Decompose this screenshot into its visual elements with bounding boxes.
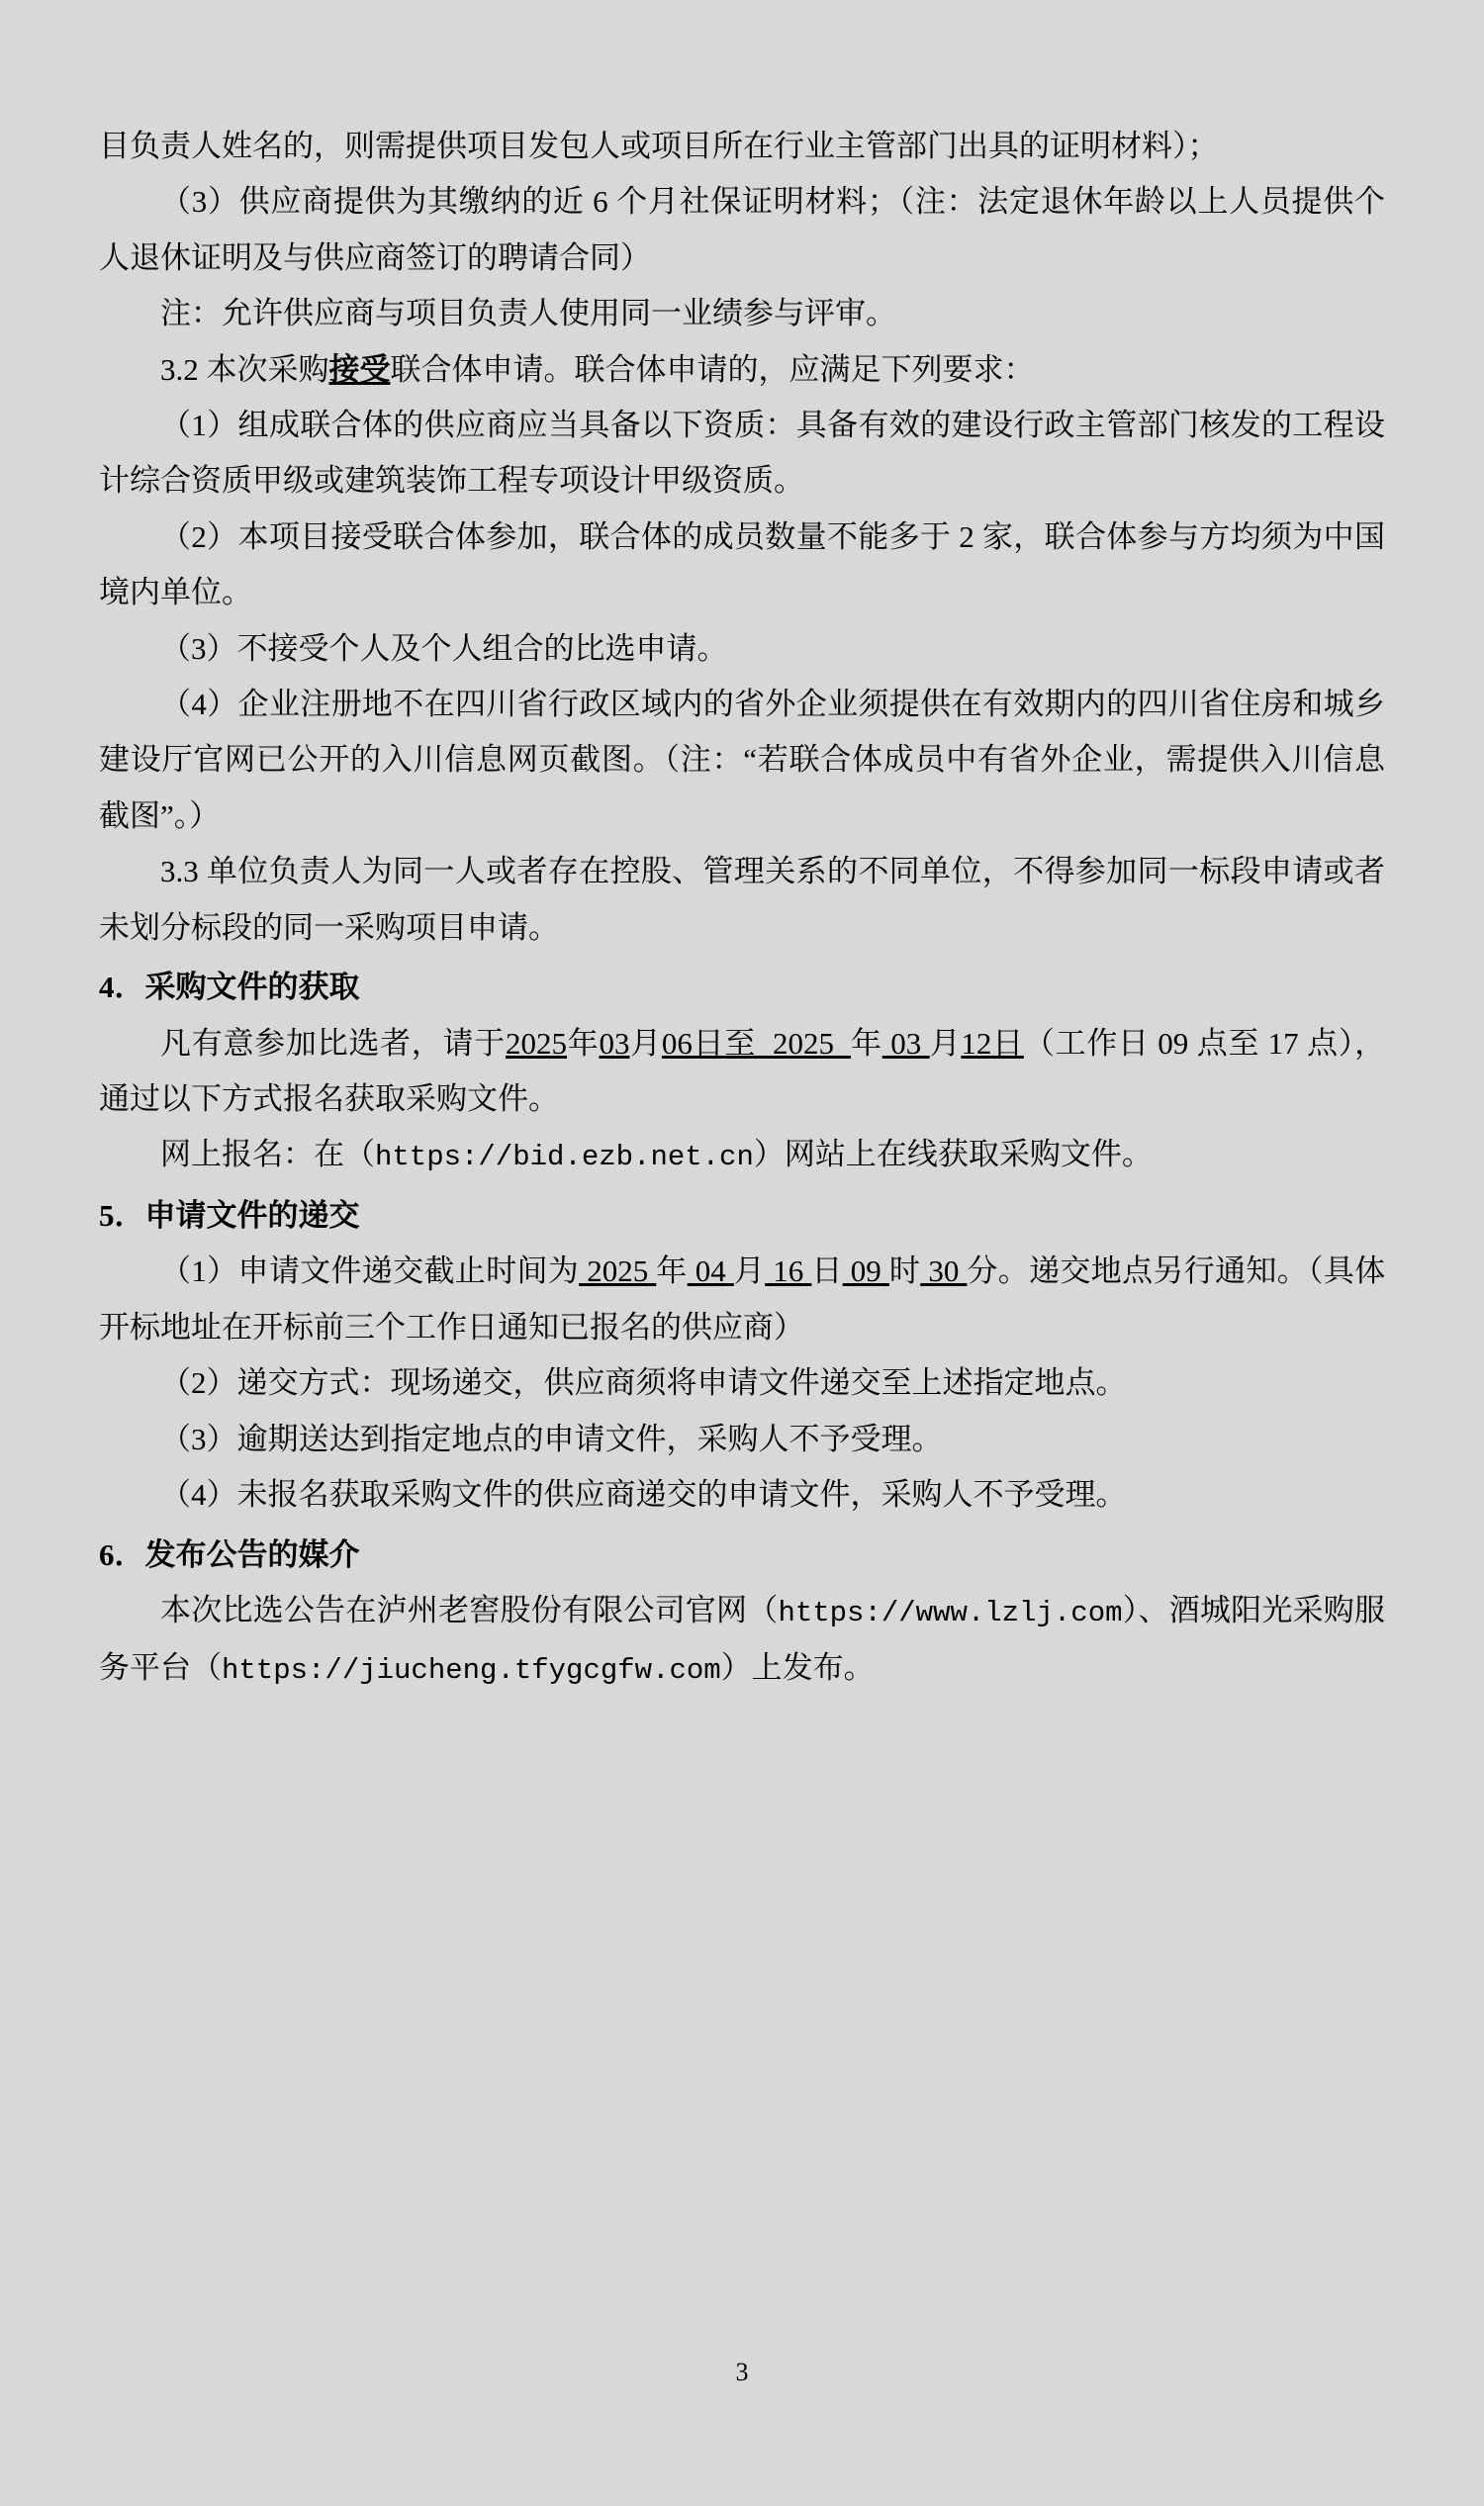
paragraph-online-registration <box>99 1127 1385 1184</box>
heading-5-submission: 5．申请文件的递交 <box>99 1198 360 1234</box>
acq-day-1: 06 <box>661 1025 693 1061</box>
media-text-c: ）上发布。 <box>720 1649 875 1685</box>
paragraph-late-submission: （3）逾期送达到指定地点的申请文件，采购人不予受理。 <box>160 1421 943 1456</box>
paragraph-submission-method: （2）递交方式：现场递交，供应商须将申请文件递交至上述指定地点。 <box>160 1365 1127 1401</box>
acq-year-1: 2025 <box>505 1025 567 1061</box>
paragraph-note-performance: 注：允许供应商与项目负责人使用同一业绩参与评审。 <box>160 296 896 331</box>
acq-unit-year-1: 年 <box>566 1025 600 1061</box>
paragraph-consortium-item-4: （4）企业注册地不在四川省行政区域内的省外企业须提供在有效期内的四川省住房和城乡建设厅官网已公开的入川信息网页截图。（注：“若联合体成员中有省外企业，需提供入川信息截图”。） <box>99 687 1385 833</box>
heading-6-announcement-media: 6．发布公告的媒介 <box>99 1536 360 1572</box>
paragraph-submission-deadline <box>99 1244 1385 1355</box>
page-number: 3 <box>735 2358 749 2386</box>
deadline-unit-month: 月 <box>733 1253 766 1289</box>
acq-month-1: 03 <box>599 1025 630 1061</box>
deadline-month: 04 <box>695 1253 726 1289</box>
document-body <box>99 119 1385 1697</box>
media-url-lzlj[interactable]: https://www.lzlj.com <box>778 1596 1123 1629</box>
online-reg-url[interactable]: https://bid.ezb.net.cn <box>375 1141 754 1174</box>
paragraph-continued: 目负责人姓名的，则需提供项目发包人或项目所在行业主管部门出具的证明材料）； <box>99 129 1219 163</box>
deadline-hour: 09 <box>850 1253 881 1289</box>
deadline-minute: 30 <box>928 1253 960 1289</box>
deadline-year: 2025 <box>587 1253 649 1289</box>
acq-unit-month-1: 月 <box>629 1025 662 1061</box>
online-reg-text-b: ）网站上在线获取采购文件。 <box>753 1137 1153 1172</box>
paragraph-consortium-item-2: （2）本项目接受联合体参加，联合体的成员数量不能多于 2 家，联合体参与方均须为中国境内单位。 <box>99 518 1385 610</box>
media-url-jiucheng[interactable]: https://jiucheng.tfygcgfw.com <box>222 1653 721 1687</box>
deadline-text-b: 。递交地点另行通知。（具体开标地址在开标前三个工作日通知已报名的供应商） <box>99 1253 1386 1345</box>
acq-unit-year-2: 年 <box>850 1025 882 1061</box>
consortium-intro-suffix: 联合体申请。联合体申请的，应满足下列要求： <box>390 351 1035 387</box>
paragraph-3-3: 3.3 单位负责人为同一人或者存在控股、管理关系的不同单位，不得参加同一标段申请或者未划分标段的同一采购项目申请。 <box>99 854 1385 945</box>
acq-text-a: 凡有意参加比选者，请于 <box>160 1025 506 1061</box>
deadline-unit-minute: 分 <box>967 1253 998 1289</box>
online-reg-text-a: 网上报名：在（ <box>160 1137 375 1172</box>
acq-day-2: 12 <box>961 1025 992 1061</box>
media-text-a: 本次比选公告在泸州老窖股份有限公司官网（ <box>160 1592 779 1627</box>
acq-unit-month-2: 月 <box>929 1025 962 1061</box>
deadline-day: 16 <box>773 1253 804 1289</box>
acq-month-2: 03 <box>890 1025 922 1061</box>
acq-text-b: （工作日 09 点至 17 点），通过以下方式报名获取采购文件。 <box>99 1025 1386 1116</box>
paragraph-social-security: （3）供应商提供为其缴纳的近 6 个月社保证明材料；（注：法定退休年龄以上人员提供个人退休证明及与供应商签订的聘请合同） <box>99 184 1385 275</box>
consortium-intro-prefix: 3.2 本次采购 <box>160 351 329 387</box>
consortium-accept-emphasis: 接受 <box>328 351 391 387</box>
paragraph-announcement-media <box>99 1583 1385 1698</box>
paragraph-unregistered-submission: （4）未报名获取采购文件的供应商递交的申请文件，采购人不予受理。 <box>160 1477 1127 1513</box>
acq-unit-day-2: 日 <box>991 1025 1024 1061</box>
deadline-unit-hour: 时 <box>888 1253 921 1289</box>
deadline-unit-year: 年 <box>656 1253 688 1289</box>
heading-4-document-acquisition: 4．采购文件的获取 <box>99 970 360 1005</box>
paragraph-consortium-item-3: （3）不接受个人及个人组合的比选申请。 <box>160 630 728 666</box>
acq-year-2: 2025 <box>773 1025 835 1061</box>
acq-unit-day-to: 日至 <box>692 1025 757 1061</box>
deadline-unit-day: 日 <box>811 1253 843 1289</box>
media-text-b: ）、酒城阳光采购服务平台（ <box>99 1592 1385 1685</box>
paragraph-acquisition-time <box>99 1016 1385 1128</box>
paragraph-consortium-intro <box>99 342 1385 398</box>
paragraph-consortium-item-1: （1）组成联合体的供应商应当具备以下资质：具备有效的建设行政主管部门核发的工程设计综合资质甲级或建筑装饰工程专项设计甲级资质。 <box>99 408 1385 499</box>
deadline-text-a: （1）申请文件递交截止时间为 <box>160 1253 580 1289</box>
